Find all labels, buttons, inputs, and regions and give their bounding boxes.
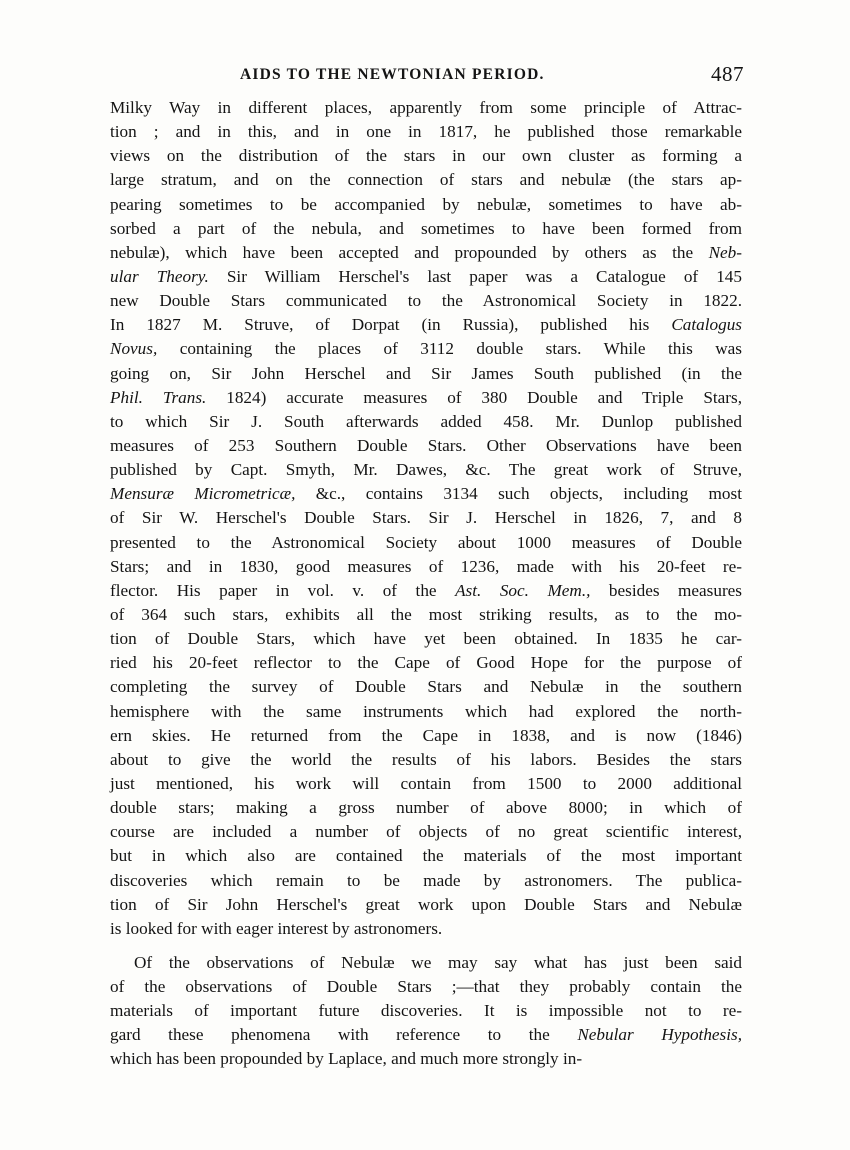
text-line <box>110 820 742 844</box>
paragraph-1 <box>110 96 742 941</box>
text-run: course are included a number of objects of no great scientific interest, <box>110 822 742 842</box>
text-run: completing the survey of Double Stars and Nebulæ in the southern <box>110 677 742 697</box>
text-line <box>110 313 742 337</box>
running-title: AIDS TO THE NEWTONIAN PERIOD. <box>240 66 545 83</box>
text-line <box>110 724 742 748</box>
text-line <box>110 96 742 120</box>
text-line <box>110 410 742 434</box>
text-run: materials of important future discoveries. It is impossible not to re- <box>110 1001 742 1021</box>
text-line <box>110 337 742 361</box>
text-run: to which Sir J. South afterwards added 458. Mr. Dunlop published <box>110 411 742 431</box>
text-run: which has been propounded by Laplace, and much more strongly in- <box>110 1049 583 1069</box>
text-run: Stars; and in 1830, good measures of 1236, made with his 20-feet re- <box>110 556 742 576</box>
text-run: besides measures <box>590 580 742 600</box>
text-run: published by Capt. Smyth, Mr. Dawes, &c. The great work of Struve, <box>110 460 742 480</box>
text-run: Sir William Herschel's last paper was a Catalogue of 145 <box>208 266 742 286</box>
text-run: pearing sometimes to be accompanied by nebulæ, sometimes to have ab- <box>110 194 742 214</box>
text-run: but in which also are contained the materials of the most important <box>110 846 742 866</box>
text-run: &c., contains 3134 such objects, including most <box>295 484 742 504</box>
text-run: tion of Double Stars, which have yet been obtained. In 1835 he car- <box>110 629 742 649</box>
text-line <box>110 869 742 893</box>
text-line <box>110 289 742 313</box>
text-run: going on, Sir John Herschel and Sir James South published (in the <box>110 363 742 383</box>
text-line <box>110 458 742 482</box>
text-run: 1824) accurate measures of 380 Double and Triple Stars, <box>206 387 742 407</box>
text-line <box>110 531 742 555</box>
italic-text: Neb- <box>708 242 742 262</box>
text-line <box>110 241 742 265</box>
italic-text: Phil. Trans. <box>110 387 207 407</box>
text-line <box>110 1023 742 1047</box>
text-run: ern skies. He returned from the Cape in 1838, and is now (1846) <box>110 725 742 745</box>
text-line <box>110 951 742 975</box>
text-run: Of the observations of Nebulæ we may say what has just been said <box>134 952 742 972</box>
italic-text: Mensuræ Micrometricæ, <box>110 484 296 504</box>
text-line <box>110 675 742 699</box>
text-line <box>110 603 742 627</box>
text-line <box>110 434 742 458</box>
text-line <box>110 482 742 506</box>
text-run: is looked for with eager interest by astronomers. <box>110 918 443 938</box>
text-run: new Double Stars communicated to the Astronomical Society in 1822. <box>110 291 742 311</box>
text-run: discoveries which remain to be made by astronomers. The publica- <box>110 870 742 890</box>
text-run: gard these phenomena with reference to the <box>110 1025 578 1045</box>
text-line <box>110 265 742 289</box>
text-line <box>110 555 742 579</box>
italic-text: Ast. Soc. Mem., <box>455 580 591 600</box>
paragraph-2 <box>110 951 742 1072</box>
text-run: tion ; and in this, and in one in 1817, he published those remarkable <box>110 122 742 142</box>
text-line <box>110 700 742 724</box>
text-run: views on the distribution of the stars in our own cluster as forming a <box>110 146 742 166</box>
text-line <box>110 506 742 530</box>
text-line <box>110 362 742 386</box>
text-line <box>110 893 742 917</box>
text-run: about to give the world the results of his labors. Besides the stars <box>110 749 742 769</box>
text-run: hemisphere with the same instruments which had explored the north- <box>110 701 742 721</box>
italic-text: Catalogus <box>671 315 742 335</box>
text-line <box>110 975 742 999</box>
text-line <box>110 627 742 651</box>
text-line <box>110 917 742 941</box>
italic-text: Novus, <box>110 339 158 359</box>
text-run: flector. His paper in vol. v. of the <box>110 580 456 600</box>
text-line <box>110 796 742 820</box>
text-line <box>110 651 742 675</box>
text-line <box>110 579 742 603</box>
text-line <box>110 844 742 868</box>
italic-text: Nebular Hypothesis, <box>577 1025 742 1045</box>
text-run: nebulæ), which have been accepted and propounded by others as the <box>110 242 709 262</box>
text-line <box>110 144 742 168</box>
text-line <box>110 772 742 796</box>
text-run: ried his 20-feet reflector to the Cape of Good Hope for the purpose of <box>110 653 742 673</box>
body-text <box>110 96 742 1072</box>
text-run: measures of 253 Southern Double Stars. Other Observations have been <box>110 435 742 455</box>
running-head <box>110 62 746 88</box>
italic-text: ular Theory. <box>110 266 209 286</box>
text-line <box>110 748 742 772</box>
text-line <box>110 999 742 1023</box>
text-line <box>110 386 742 410</box>
text-run: presented to the Astronomical Society about 1000 measures of Double <box>110 532 742 552</box>
text-run: In 1827 M. Struve, of Dorpat (in Russia), published his <box>110 315 672 335</box>
text-line <box>110 120 742 144</box>
text-run: just mentioned, his work will contain from 1500 to 2000 additional <box>110 773 742 793</box>
text-line <box>110 1047 742 1071</box>
text-run: containing the places of 3112 double stars. While this was <box>157 339 742 359</box>
text-run: large stratum, and on the connection of stars and nebulæ (the stars ap- <box>110 170 742 190</box>
paragraph-gap <box>110 941 742 951</box>
text-run: sorbed a part of the nebula, and sometimes to have been formed from <box>110 218 742 238</box>
text-run: Milky Way in different places, apparently from some principle of Attrac- <box>110 98 742 117</box>
text-line <box>110 217 742 241</box>
text-line <box>110 193 742 217</box>
text-run: tion of Sir John Herschel's great work upon Double Stars and Nebulæ <box>110 894 742 914</box>
page-number: 487 <box>711 62 744 86</box>
text-run: double stars; making a gross number of above 8000; in which of <box>110 798 742 818</box>
text-run: of Sir W. Herschel's Double Stars. Sir J. Herschel in 1826, 7, and 8 <box>110 508 742 528</box>
text-run: of 364 such stars, exhibits all the most striking results, as to the mo- <box>110 604 742 624</box>
text-run: of the observations of Double Stars ;—that they probably contain the <box>110 977 742 997</box>
text-line <box>110 168 742 192</box>
